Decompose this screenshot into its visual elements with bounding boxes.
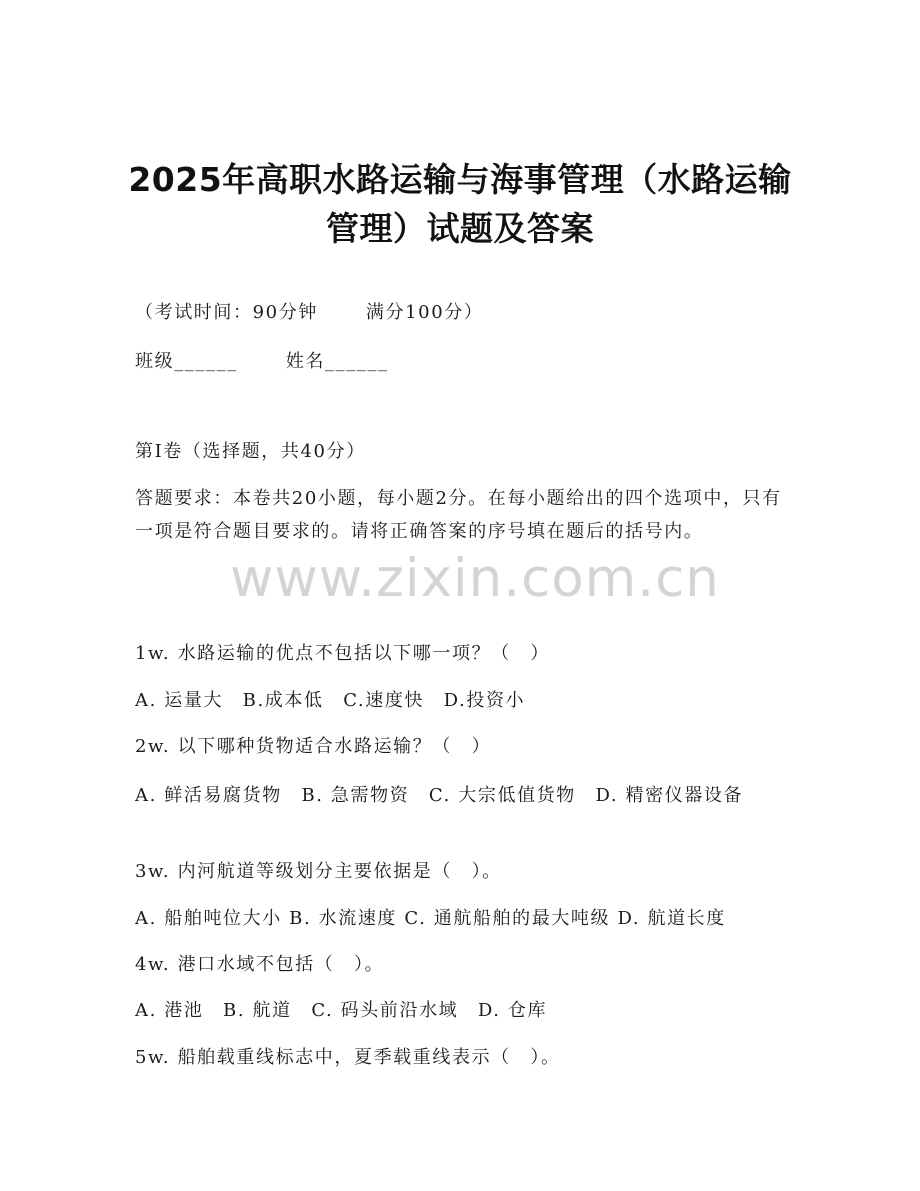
question-2-stem: 2w. 以下哪种货物适合水路运输？（ ） [135, 736, 492, 757]
question-4-stem: 4w. 港口水域不包括（ ）。 [135, 954, 385, 975]
document-title-line-1: 2025年高职水路运输与海事管理（水路运输 [128, 160, 792, 199]
section-instructions: 答题要求：本卷共20小题，每小题2分。在每小题给出的四个选项中，只有一项是符合题目要求的。请将正确答案的序号填在题后的括号内。 [135, 488, 782, 542]
exam-info [135, 298, 483, 328]
exam-score: 满分100分） [365, 302, 484, 323]
section-heading: 第I卷（选择题，共40分） [135, 441, 366, 462]
exam-time: （考试时间：90分钟 [135, 302, 318, 323]
question-2-options: A. 鲜活易腐货物 B. 急需物资 C. 大宗低值货物 D. 精密仪器设备 [135, 785, 744, 806]
question-3-stem: 3w. 内河航道等级划分主要依据是（ ）。 [135, 861, 502, 882]
question-3-options: A. 船舶吨位大小 B. 水流速度 C. 通航船舶的最大吨级 D. 航道长度 [135, 908, 726, 929]
document-title-line-2: 管理）试题及答案 [326, 209, 594, 248]
question-1-stem: 1w. 水路运输的优点不包括以下哪一项？（ ） [135, 643, 550, 664]
question-4-options: A. 港池 B. 航道 C. 码头前沿水域 D. 仓库 [135, 1000, 548, 1021]
question-5-stem: 5w. 船舶载重线标志中，夏季载重线表示（ ）。 [135, 1047, 561, 1068]
student-fields [135, 347, 389, 377]
class-field: 班级______ [135, 351, 238, 372]
watermark: www.zixin.com.cn [230, 548, 720, 609]
name-field: 姓名______ [285, 351, 389, 372]
question-1-options: A. 运量大 B.成本低 C.速度快 D.投资小 [135, 690, 526, 711]
